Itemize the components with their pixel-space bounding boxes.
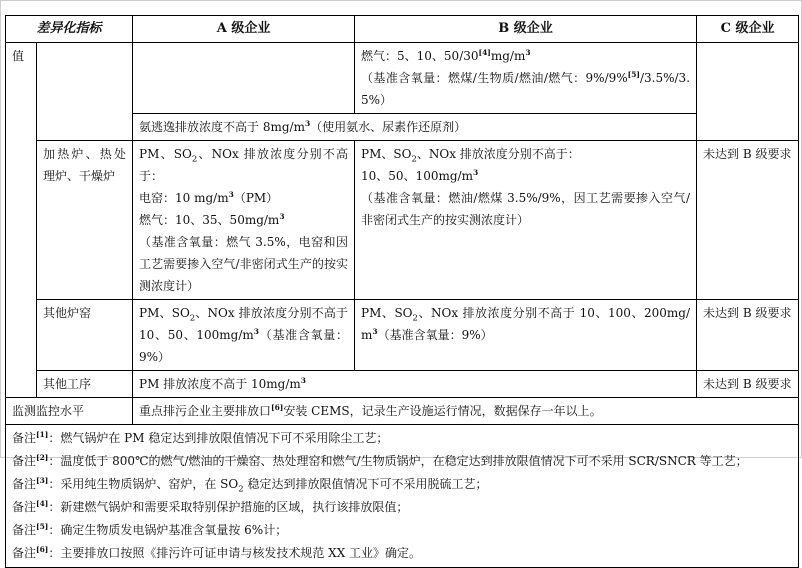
footnote-line-3: 备注[3]：采用纯生物质锅炉、窑炉，在 $SO_2$ 稳定达到排放限值情况下可不采用脱硫工艺； [12, 476, 488, 495]
heating-grade-a-cell: PM、$SO_2$、NOx 排放浓度分别不高于： 电窑：10 $mg/m^3(PM)$ 燃气：10、35、$50mg/m^3$ （基准含氧量：燃气 3.5%，电窑和因工艺需要掺入空气/非密闭式生产的按实测浓度计） [133, 141, 355, 300]
header-indicator: 差异化指标 [6, 16, 133, 43]
kilns-grade-b-cell: PM、$SO_2$、NOx 排放浓度分别不高于 10、100、$200mg/m^3$（基准含氧量：9%） [355, 300, 697, 371]
footnote-line-1: 备注[1]：燃气锅炉在 PM 稳定达到排放限值情况下可不采用除尘工艺； [12, 430, 389, 445]
processes-grade-c-cell: 未达到 B 级要求 [697, 371, 799, 398]
footnotes-cell [6, 425, 799, 568]
processes-ab-cell: PM 排放浓度不高于 $10mg/m^3$ [133, 371, 697, 398]
heating-furnace-label: 加热炉、热处理炉、干燥炉 [37, 141, 133, 300]
other-kilns-label: 其他炉窑 [37, 300, 133, 371]
row-other-processes [6, 371, 799, 398]
boiler-grade-a-cell [133, 43, 355, 114]
heating-grade-b-cell: PM、$SO_2$、NOx 排放浓度分别不高于： 10、50、$100mg/m^3$ （基准含氧量：燃油/燃煤 3.5%/9%，因工艺需要掺入空气/非密闭式生产的按实测浓度计） [355, 141, 697, 300]
footnote-line-2: 备注[2]：温度低于 800℃的燃气/燃油的干燥窑、热处理窑和燃气/生物质锅炉，在稳定达到排放限值情况下可不采用 SCR/SNCR 等工艺； [12, 453, 748, 468]
emission-standards-table [5, 15, 799, 568]
kilns-grade-a-cell: PM、$SO_2$、NOx 排放浓度分别不高于 10、50、$100mg/m^3$（基准含氧量：9%） [133, 300, 355, 371]
row-other-kilns [6, 300, 799, 371]
boiler-grade-c-cell [697, 43, 799, 141]
heating-grade-c-cell: 未达到 B 级要求 [697, 141, 799, 300]
row-footnotes [6, 425, 799, 568]
ammonia-ab-cell: 氨逃逸排放浓度不高于 $8mg/m^3$（使用氨水、尿素作还原剂） [133, 114, 697, 141]
footnote-line-4: 备注[4]：新建燃气锅炉和需要采取特别保护措施的区域，执行该排放限值； [12, 499, 409, 514]
monitoring-label: 监测监控水平 [6, 398, 133, 425]
header-grade-b: B 级企业 [355, 16, 697, 43]
monitoring-abc-cell: 重点排污企业主要排放口[6]安装 CEMS，记录生产设施运行情况，数据保存一年以上。 [133, 398, 799, 425]
table-header-row [6, 16, 799, 43]
boiler-subcategory-cell [37, 43, 133, 141]
value-label-cell: 值 [6, 43, 37, 398]
row-heating-furnace [6, 141, 799, 300]
kilns-grade-c-cell: 未达到 B 级要求 [697, 300, 799, 371]
other-processes-label: 其他工序 [37, 371, 133, 398]
footnote-line-5: 备注[5]：确定生物质发电锅炉基准含氧量按 6%计； [12, 522, 288, 537]
row-boiler-values [6, 43, 799, 114]
footnote-line-6: 备注[6]：主要排放口按照《排污许可证申请与核发技术规范 XX 工业》确定。 [12, 545, 422, 560]
header-grade-a: A 级企业 [133, 16, 355, 43]
header-grade-c: C 级企业 [697, 16, 799, 43]
row-monitoring-level [6, 398, 799, 425]
boiler-grade-b-cell: 燃气：5、10、$50/30[4]mg/m^3$ （基准含氧量：燃煤/生物质/燃油/燃气：9%/9%[5]/3.5%/3.5%） [355, 43, 697, 114]
